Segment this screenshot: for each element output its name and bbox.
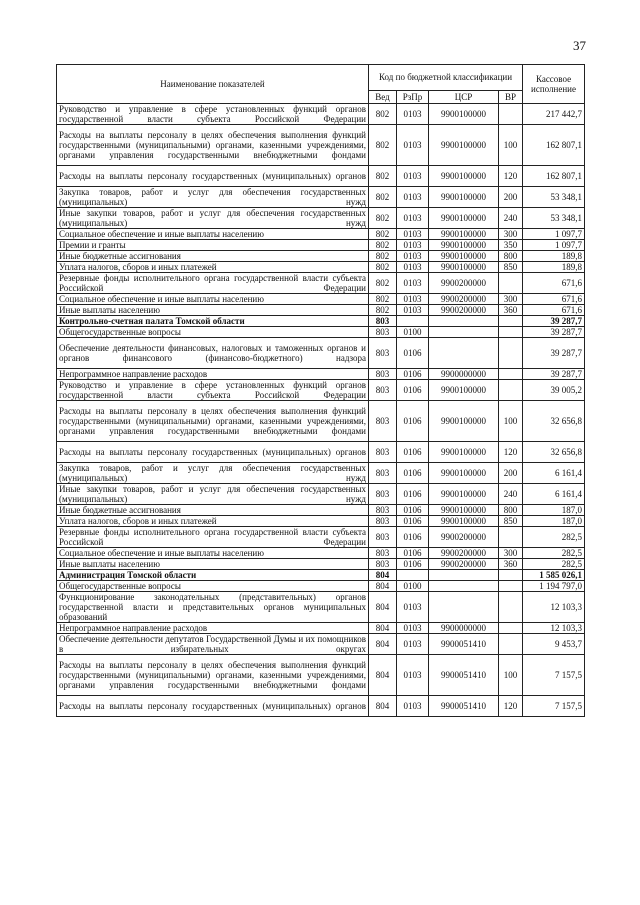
row-name: Социальное обеспечение и иные выплаты населению	[57, 294, 369, 305]
row-vr: 800	[499, 505, 523, 516]
row-vr	[499, 527, 523, 548]
header-name: Наименование показателей	[57, 65, 369, 104]
table-row	[57, 581, 585, 592]
row-ved: 802	[369, 208, 397, 229]
table-row	[57, 696, 585, 717]
row-vr	[499, 581, 523, 592]
row-name: Расходы на выплаты персоналу государственных (муниципальных) органов	[57, 442, 369, 463]
table-row	[57, 240, 585, 251]
row-vr: 200	[499, 463, 523, 484]
row-amount: 6 161,4	[523, 463, 585, 484]
row-ved: 803	[369, 316, 397, 327]
row-name: Закупка товаров, работ и услуг для обеспечения государственных (муниципальных) нужд	[57, 187, 369, 208]
table-row	[57, 401, 585, 442]
row-amount: 162 807,1	[523, 125, 585, 166]
row-name: Социальное обеспечение и иные выплаты населению	[57, 548, 369, 559]
row-rzpr	[397, 570, 429, 581]
row-name: Расходы на выплаты персоналу государственных (муниципальных) органов	[57, 166, 369, 187]
row-rzpr: 0100	[397, 327, 429, 338]
row-rzpr: 0106	[397, 380, 429, 401]
table-body	[57, 104, 585, 717]
row-amount: 32 656,8	[523, 401, 585, 442]
row-rzpr: 0106	[397, 516, 429, 527]
row-ved: 803	[369, 505, 397, 516]
row-vr	[499, 316, 523, 327]
row-vr: 100	[499, 125, 523, 166]
row-vr: 350	[499, 240, 523, 251]
row-name: Уплата налогов, сборов и иных платежей	[57, 262, 369, 273]
row-rzpr: 0106	[397, 559, 429, 570]
row-csr: 9900100000	[429, 463, 499, 484]
row-csr: 9900200000	[429, 305, 499, 316]
row-vr	[499, 570, 523, 581]
row-amount: 1 097,7	[523, 229, 585, 240]
row-ved: 802	[369, 273, 397, 294]
table-row	[57, 305, 585, 316]
table-row	[57, 187, 585, 208]
row-amount: 12 103,3	[523, 623, 585, 634]
table-row	[57, 229, 585, 240]
row-ved: 804	[369, 634, 397, 655]
row-amount: 282,5	[523, 548, 585, 559]
row-name: Иные бюджетные ассигнования	[57, 505, 369, 516]
row-vr: 300	[499, 548, 523, 559]
row-amount: 7 157,5	[523, 696, 585, 717]
row-csr: 9900051410	[429, 696, 499, 717]
header-amount: Кассовое исполнение	[523, 65, 585, 104]
row-ved: 804	[369, 623, 397, 634]
row-amount: 39 287,7	[523, 316, 585, 327]
table-row	[57, 592, 585, 623]
row-rzpr: 0103	[397, 208, 429, 229]
row-rzpr: 0103	[397, 240, 429, 251]
row-amount: 162 807,1	[523, 166, 585, 187]
row-amount: 282,5	[523, 527, 585, 548]
table-row	[57, 527, 585, 548]
row-rzpr: 0106	[397, 484, 429, 505]
row-amount: 1 194 797,0	[523, 581, 585, 592]
row-vr	[499, 634, 523, 655]
row-rzpr: 0103	[397, 273, 429, 294]
row-csr: 9900100000	[429, 125, 499, 166]
row-amount: 217 442,7	[523, 104, 585, 125]
row-amount: 189,8	[523, 262, 585, 273]
row-amount: 53 348,1	[523, 208, 585, 229]
row-name: Администрация Томской области	[57, 570, 369, 581]
header-csr: ЦСР	[429, 90, 499, 103]
row-ved: 804	[369, 570, 397, 581]
table-row	[57, 251, 585, 262]
row-vr	[499, 369, 523, 380]
row-vr	[499, 273, 523, 294]
row-amount: 32 656,8	[523, 442, 585, 463]
row-vr: 120	[499, 696, 523, 717]
table-row	[57, 294, 585, 305]
row-csr: 9900000000	[429, 623, 499, 634]
row-name: Общегосударственные вопросы	[57, 581, 369, 592]
row-ved: 803	[369, 527, 397, 548]
row-name: Непрограммное направление расходов	[57, 369, 369, 380]
row-csr: 9900100000	[429, 208, 499, 229]
row-rzpr	[397, 316, 429, 327]
row-vr: 850	[499, 262, 523, 273]
row-ved: 803	[369, 442, 397, 463]
header-code-group: Код по бюджетной классификации	[369, 65, 523, 91]
row-vr: 300	[499, 229, 523, 240]
row-name: Расходы на выплаты персоналу государственных (муниципальных) органов	[57, 696, 369, 717]
row-ved: 803	[369, 327, 397, 338]
table-row	[57, 125, 585, 166]
row-name: Руководство и управление в сфере установленных функций органов государственной власти субъекта Российской Федерации	[57, 380, 369, 401]
header-rzpr: РзПр	[397, 90, 429, 103]
row-csr	[429, 592, 499, 623]
row-rzpr: 0103	[397, 655, 429, 696]
row-ved: 803	[369, 369, 397, 380]
row-rzpr: 0103	[397, 634, 429, 655]
row-csr: 9900000000	[429, 369, 499, 380]
row-rzpr: 0103	[397, 251, 429, 262]
table-row	[57, 327, 585, 338]
table-header	[57, 65, 585, 104]
row-rzpr: 0103	[397, 592, 429, 623]
row-csr: 9900100000	[429, 484, 499, 505]
row-ved: 802	[369, 104, 397, 125]
row-name: Иные закупки товаров, работ и услуг для обеспечения государственных (муниципальных) нужд	[57, 208, 369, 229]
row-ved: 802	[369, 294, 397, 305]
row-rzpr: 0100	[397, 581, 429, 592]
row-vr	[499, 592, 523, 623]
row-ved: 802	[369, 305, 397, 316]
row-csr	[429, 570, 499, 581]
row-csr: 9900100000	[429, 505, 499, 516]
header-ved: Вед	[369, 90, 397, 103]
table-row	[57, 655, 585, 696]
row-name: Руководство и управление в сфере установленных функций органов государственной власти субъекта Российской Федерации	[57, 104, 369, 125]
table-row	[57, 273, 585, 294]
table-row	[57, 570, 585, 581]
row-amount: 12 103,3	[523, 592, 585, 623]
row-csr: 9900100000	[429, 442, 499, 463]
row-amount: 282,5	[523, 559, 585, 570]
row-ved: 802	[369, 125, 397, 166]
row-csr: 9900100000	[429, 229, 499, 240]
table-row	[57, 208, 585, 229]
row-csr: 9900100000	[429, 380, 499, 401]
row-vr: 360	[499, 305, 523, 316]
row-vr: 360	[499, 559, 523, 570]
row-rzpr: 0106	[397, 548, 429, 559]
row-ved: 804	[369, 696, 397, 717]
row-csr: 9900100000	[429, 262, 499, 273]
row-name: Иные выплаты населению	[57, 305, 369, 316]
row-ved: 804	[369, 655, 397, 696]
row-amount: 671,6	[523, 294, 585, 305]
table-row	[57, 104, 585, 125]
row-amount: 39 287,7	[523, 338, 585, 369]
row-ved: 803	[369, 463, 397, 484]
row-ved: 803	[369, 484, 397, 505]
row-name: Премии и гранты	[57, 240, 369, 251]
row-rzpr: 0103	[397, 294, 429, 305]
table-row	[57, 505, 585, 516]
row-rzpr: 0103	[397, 166, 429, 187]
row-vr: 850	[499, 516, 523, 527]
row-ved: 802	[369, 262, 397, 273]
table-row	[57, 634, 585, 655]
row-csr: 9900200000	[429, 559, 499, 570]
row-ved: 803	[369, 548, 397, 559]
row-vr	[499, 104, 523, 125]
row-ved: 803	[369, 516, 397, 527]
row-csr	[429, 316, 499, 327]
row-ved: 803	[369, 338, 397, 369]
row-amount: 187,0	[523, 505, 585, 516]
row-rzpr: 0106	[397, 463, 429, 484]
row-rzpr: 0103	[397, 104, 429, 125]
row-amount: 1 585 026,1	[523, 570, 585, 581]
row-name: Закупка товаров, работ и услуг для обеспечения государственных (муниципальных) нужд	[57, 463, 369, 484]
table-row	[57, 548, 585, 559]
row-name: Уплата налогов, сборов и иных платежей	[57, 516, 369, 527]
row-name: Расходы на выплаты персоналу в целях обеспечения выполнения функций государственными (муниципальными) органами, казенными учреждениями, органами управления государственными внебюджетными фондами	[57, 655, 369, 696]
row-name: Социальное обеспечение и иные выплаты населению	[57, 229, 369, 240]
page-number: 37	[573, 38, 586, 53]
row-name: Общегосударственные вопросы	[57, 327, 369, 338]
row-rzpr: 0103	[397, 125, 429, 166]
row-vr	[499, 338, 523, 369]
row-name: Резервные фонды исполнительного органа государственной власти субъекта Российской Федерации	[57, 273, 369, 294]
table-row	[57, 623, 585, 634]
row-csr: 9900051410	[429, 655, 499, 696]
row-ved: 802	[369, 187, 397, 208]
row-vr: 200	[499, 187, 523, 208]
row-name: Иные бюджетные ассигнования	[57, 251, 369, 262]
row-vr: 100	[499, 655, 523, 696]
row-amount: 7 157,5	[523, 655, 585, 696]
table-row	[57, 338, 585, 369]
row-name: Иные выплаты населению	[57, 559, 369, 570]
row-rzpr: 0106	[397, 369, 429, 380]
row-rzpr: 0106	[397, 442, 429, 463]
row-csr: 9900100000	[429, 516, 499, 527]
row-csr: 9900051410	[429, 634, 499, 655]
row-name: Обеспечение деятельности депутатов Государственной Думы и их помощников в избирательных округах	[57, 634, 369, 655]
table-row	[57, 442, 585, 463]
row-rzpr: 0103	[397, 229, 429, 240]
row-rzpr: 0106	[397, 338, 429, 369]
row-vr: 300	[499, 294, 523, 305]
row-amount: 671,6	[523, 305, 585, 316]
table-row	[57, 166, 585, 187]
row-amount: 53 348,1	[523, 187, 585, 208]
table-row	[57, 516, 585, 527]
row-ved: 804	[369, 592, 397, 623]
row-name: Резервные фонды исполнительного органа государственной власти субъекта Российской Федерации	[57, 527, 369, 548]
row-rzpr: 0103	[397, 623, 429, 634]
row-amount: 671,6	[523, 273, 585, 294]
row-rzpr: 0103	[397, 187, 429, 208]
row-amount: 187,0	[523, 516, 585, 527]
row-csr	[429, 581, 499, 592]
table-row	[57, 380, 585, 401]
row-vr: 120	[499, 166, 523, 187]
row-name: Иные закупки товаров, работ и услуг для обеспечения государственных (муниципальных) нужд	[57, 484, 369, 505]
row-csr: 9900100000	[429, 251, 499, 262]
budget-execution-table	[56, 64, 585, 717]
row-csr	[429, 338, 499, 369]
row-amount: 1 097,7	[523, 240, 585, 251]
row-vr: 240	[499, 208, 523, 229]
row-ved: 802	[369, 229, 397, 240]
table-row	[57, 559, 585, 570]
row-name: Функционирование законодательных (представительных) органов государственной власти и представительных органов муниципальных образований	[57, 592, 369, 623]
row-vr: 120	[499, 442, 523, 463]
row-csr: 9900200000	[429, 548, 499, 559]
table-row	[57, 262, 585, 273]
row-rzpr: 0103	[397, 305, 429, 316]
row-amount: 9 453,7	[523, 634, 585, 655]
row-ved: 804	[369, 581, 397, 592]
row-amount: 39 005,2	[523, 380, 585, 401]
row-name: Расходы на выплаты персоналу в целях обеспечения выполнения функций государственными (муниципальными) органами, казенными учреждениями, органами управления государственными внебюджетными фондами	[57, 401, 369, 442]
row-name: Обеспечение деятельности финансовых, налоговых и таможенных органов и органов финансового (финансово-бюджетного) надзора	[57, 338, 369, 369]
row-vr	[499, 327, 523, 338]
row-csr: 9900100000	[429, 187, 499, 208]
row-ved: 802	[369, 240, 397, 251]
row-csr: 9900100000	[429, 401, 499, 442]
row-vr	[499, 380, 523, 401]
row-ved: 802	[369, 166, 397, 187]
row-amount: 39 287,7	[523, 369, 585, 380]
row-rzpr: 0103	[397, 262, 429, 273]
row-vr: 800	[499, 251, 523, 262]
row-rzpr: 0106	[397, 505, 429, 516]
header-vr: ВР	[499, 90, 523, 103]
row-vr: 100	[499, 401, 523, 442]
row-amount: 39 287,7	[523, 327, 585, 338]
row-ved: 803	[369, 401, 397, 442]
row-csr: 9900100000	[429, 166, 499, 187]
row-ved: 803	[369, 380, 397, 401]
row-csr: 9900200000	[429, 294, 499, 305]
table-row	[57, 316, 585, 327]
row-name: Расходы на выплаты персоналу в целях обеспечения выполнения функций государственными (муниципальными) органами, казенными учреждениями, органами управления государственными внебюджетными фондами	[57, 125, 369, 166]
row-csr: 9900200000	[429, 273, 499, 294]
row-csr: 9900100000	[429, 104, 499, 125]
row-vr	[499, 623, 523, 634]
table-row	[57, 463, 585, 484]
row-amount: 189,8	[523, 251, 585, 262]
row-csr: 9900100000	[429, 240, 499, 251]
row-rzpr: 0106	[397, 401, 429, 442]
row-rzpr: 0106	[397, 527, 429, 548]
row-name: Контрольно-счетная палата Томской области	[57, 316, 369, 327]
row-ved: 803	[369, 559, 397, 570]
table-row	[57, 484, 585, 505]
row-name: Непрограммное направление расходов	[57, 623, 369, 634]
table-row	[57, 369, 585, 380]
row-amount: 6 161,4	[523, 484, 585, 505]
row-ved: 802	[369, 251, 397, 262]
row-rzpr: 0103	[397, 696, 429, 717]
row-csr: 9900200000	[429, 527, 499, 548]
row-vr: 240	[499, 484, 523, 505]
row-csr	[429, 327, 499, 338]
